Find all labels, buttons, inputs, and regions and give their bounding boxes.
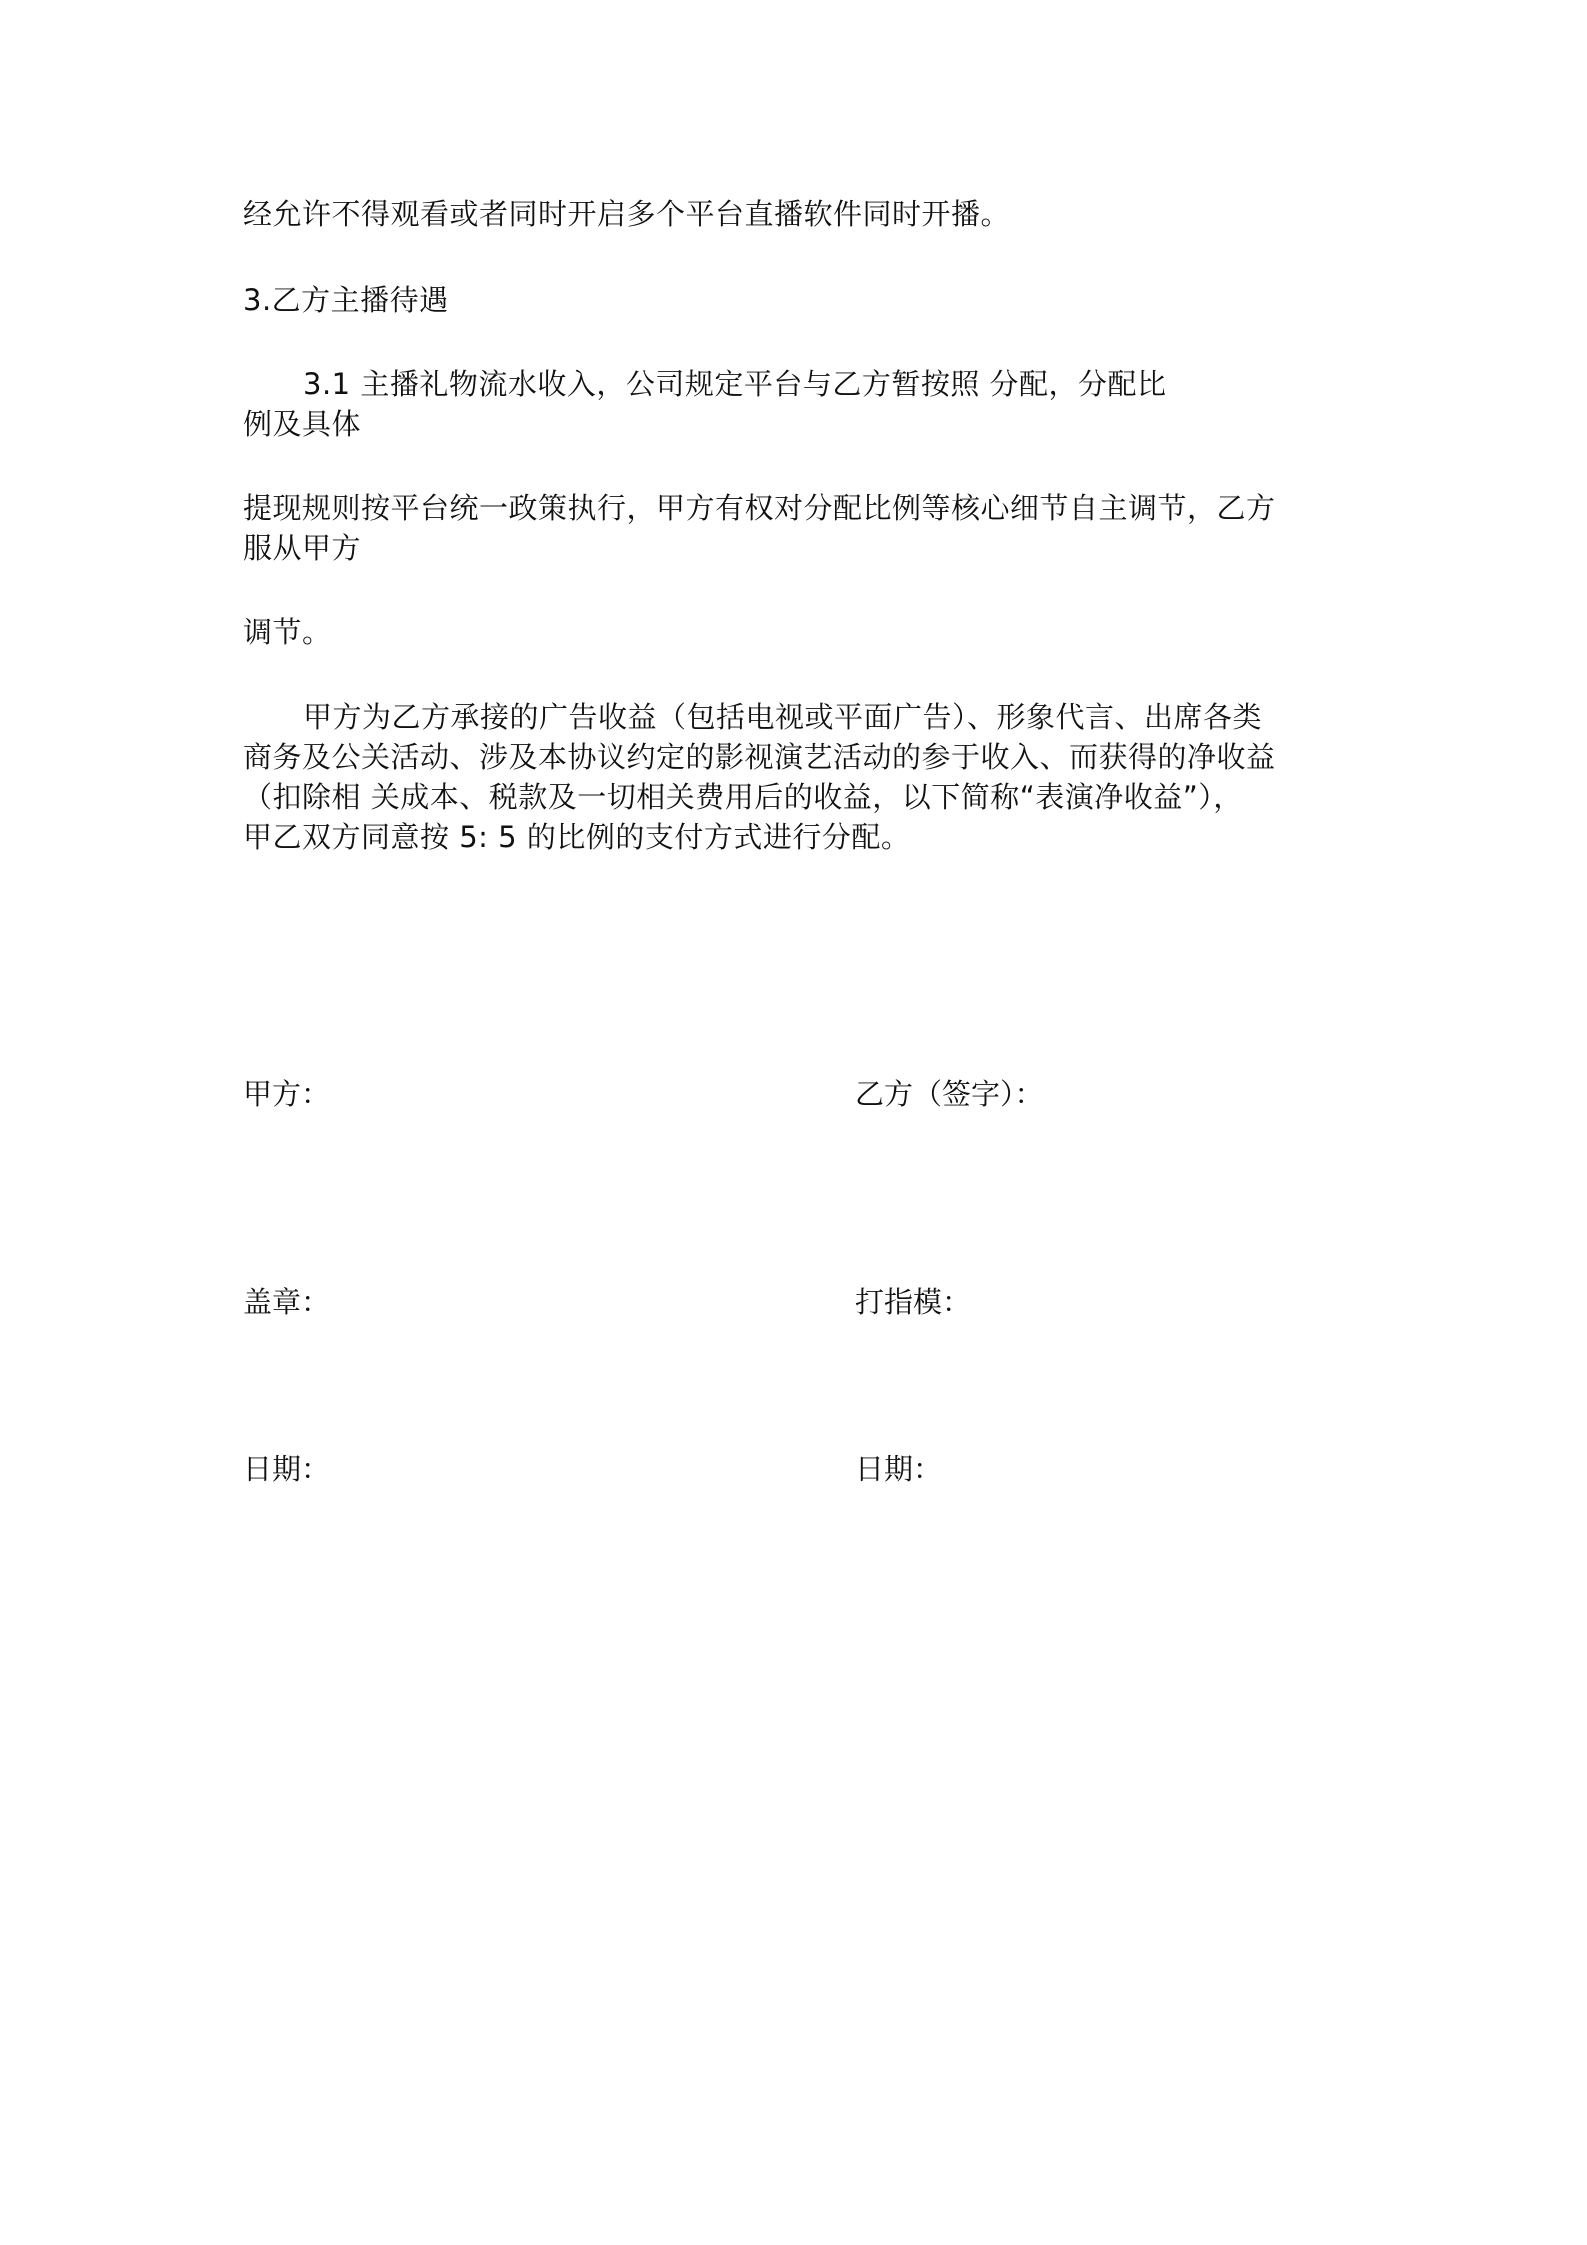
paragraph-line: 甲乙双方同意按 5: 5 的比例的支付方式进行分配。 <box>243 820 911 854</box>
date-label-party-a: 日期： <box>243 1452 331 1486</box>
paragraph-line: 甲方为乙方承接的广告收益（包括电视或平面广告）、形象代言、出席各类 <box>303 700 1263 734</box>
paragraph-line: 提现规则按平台统一政策执行，甲方有权对分配比例等核心细节自主调节，乙方 <box>243 491 1276 525</box>
paragraph-line: 例及具体 <box>243 407 362 441</box>
seal-label: 盖章： <box>243 1285 331 1319</box>
party-b-signature-label: 乙方（签字）： <box>855 1077 1044 1111</box>
paragraph-line: 服从甲方 <box>243 531 362 565</box>
paragraph-line: 商务及公关活动、涉及本协议约定的影视演艺活动的参于收入、而获得的净收益 <box>243 740 1276 774</box>
date-label-party-b: 日期： <box>855 1452 943 1486</box>
paragraph-line: 3.1 主播礼物流水收入，公司规定平台与乙方暂按照 分配，分配比 <box>303 367 1167 401</box>
fingerprint-label: 打指模： <box>855 1285 972 1319</box>
party-a-label: 甲方： <box>243 1077 331 1111</box>
paragraph-line: 调节。 <box>243 615 332 649</box>
paragraph-line: 经允许不得观看或者同时开启多个平台直播软件同时开播。 <box>243 197 1011 231</box>
section-heading: 3.乙方主播待遇 <box>243 283 449 317</box>
paragraph-line: （扣除相 关成本、税款及一切相关费用后的收益，以下简称“表演净收益”）， <box>243 780 1243 814</box>
